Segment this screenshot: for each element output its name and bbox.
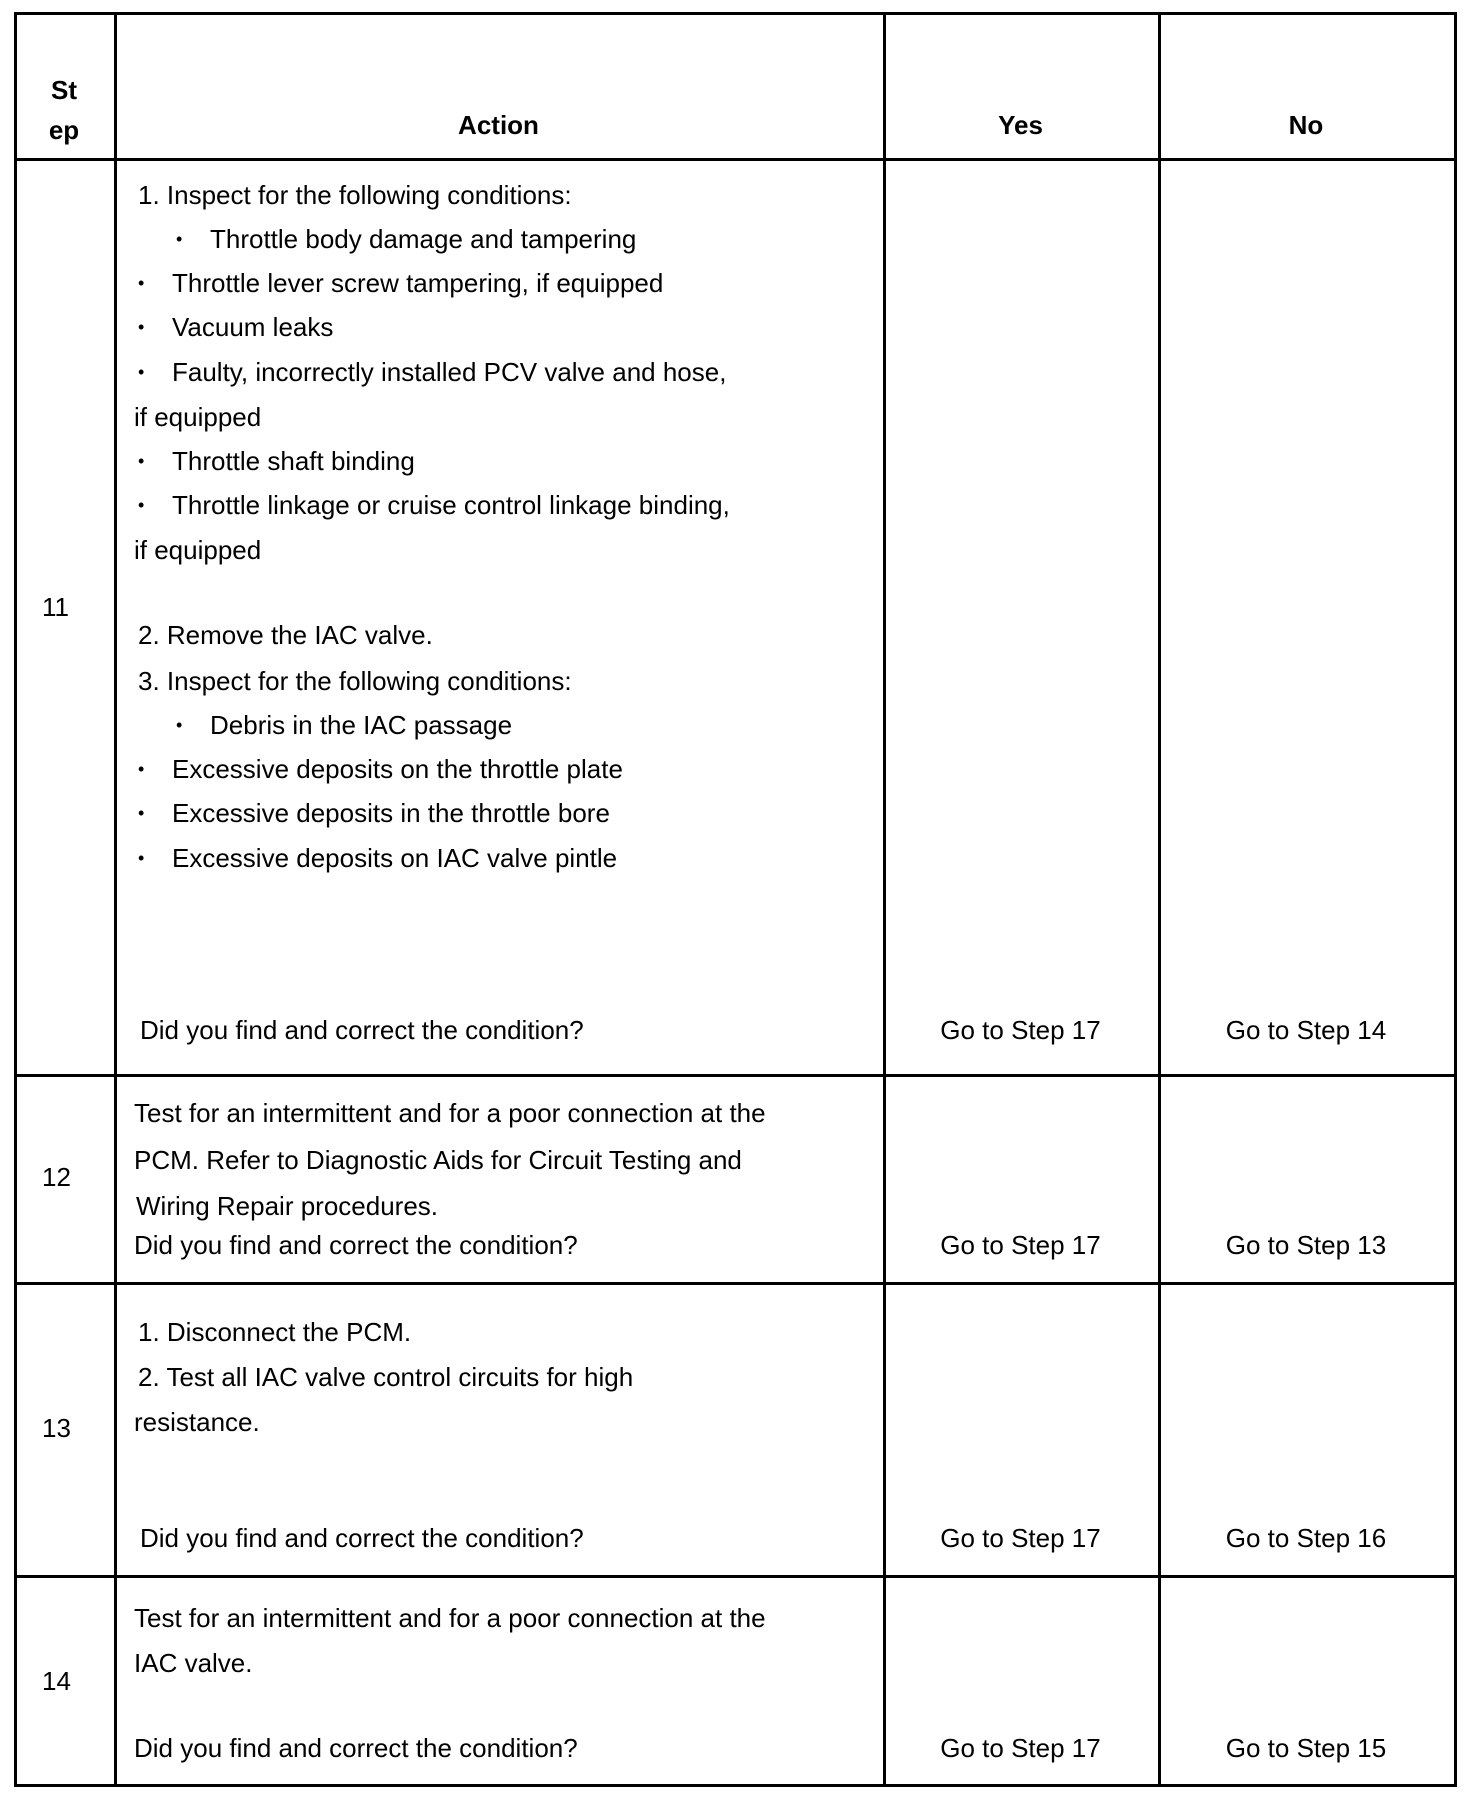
step-number: 12	[42, 1162, 71, 1192]
question-text: Did you find and correct the condition?	[134, 1733, 578, 1763]
action-line: if equipped	[134, 402, 262, 432]
diagnostic-table	[14, 12, 1457, 1787]
action-bullet: • Faulty, incorrectly installed PCV valve and hose,	[172, 357, 726, 387]
action-line: Wiring Repair procedures.	[136, 1191, 439, 1221]
step-number: 11	[42, 592, 69, 622]
action-line: IAC valve.	[134, 1648, 253, 1678]
action-bullet: • Throttle linkage or cruise control linkage binding,	[172, 490, 730, 520]
no-result: Go to Step 14	[1225, 1015, 1387, 1045]
col-divider-yes	[1158, 12, 1161, 1787]
action-line: if equipped	[134, 535, 262, 565]
header-step	[14, 70, 114, 150]
action-bullet: • Excessive deposits on the throttle plate	[172, 754, 623, 784]
action-bullet: • Vacuum leaks	[172, 312, 333, 342]
action-bullet: • Throttle shaft binding	[172, 446, 415, 476]
step-number: 14	[42, 1666, 71, 1696]
table-border-top	[14, 12, 1457, 15]
header-step-line2: ep	[48, 115, 80, 145]
action-line: Test for an intermittent and for a poor connection at the	[134, 1603, 766, 1633]
header-no: No	[1288, 110, 1324, 140]
action-line: Test for an intermittent and for a poor connection at the	[134, 1098, 766, 1128]
yes-result: Go to Step 17	[940, 1015, 1101, 1045]
action-line: 1. Disconnect the PCM.	[138, 1317, 412, 1347]
action-bullet: • Throttle body damage and tampering	[210, 224, 636, 254]
action-line: 2. Test all IAC valve control circuits for high	[138, 1362, 634, 1392]
action-bullet: • Debris in the IAC passage	[210, 710, 512, 740]
table-border-left	[14, 12, 17, 1787]
action-line: 2. Remove the IAC valve.	[138, 620, 433, 650]
action-bullet: • Excessive deposits on IAC valve pintle	[172, 843, 617, 873]
question-text: Did you find and correct the condition?	[140, 1523, 584, 1553]
action-line: PCM. Refer to Diagnostic Aids for Circuit Testing and	[134, 1145, 742, 1175]
question-text: Did you find and correct the condition?	[134, 1230, 578, 1260]
table-border-bottom	[14, 1784, 1457, 1787]
col-divider-action	[883, 12, 886, 1787]
action-line: 1. Inspect for the following conditions:	[138, 180, 572, 210]
no-result: Go to Step 16	[1225, 1523, 1387, 1553]
question-text: Did you find and correct the condition?	[140, 1015, 584, 1045]
action-bullet: • Excessive deposits in the throttle bore	[172, 798, 610, 828]
action-line: resistance.	[134, 1407, 260, 1437]
yes-result: Go to Step 17	[940, 1523, 1101, 1553]
header-yes: Yes	[998, 110, 1043, 140]
action-bullet: • Throttle lever screw tampering, if equipped	[172, 268, 663, 298]
col-divider-step	[114, 12, 117, 1787]
yes-result: Go to Step 17	[940, 1733, 1101, 1763]
yes-result: Go to Step 17	[940, 1230, 1101, 1260]
action-line: 3. Inspect for the following conditions:	[138, 666, 572, 696]
row-divider	[14, 1282, 1457, 1285]
header-action: Action	[458, 110, 539, 140]
row-divider	[14, 1575, 1457, 1578]
row-divider	[14, 1074, 1457, 1077]
no-result: Go to Step 13	[1225, 1230, 1387, 1260]
no-result: Go to Step 15	[1225, 1733, 1387, 1763]
table-border-right	[1454, 12, 1457, 1787]
step-number: 13	[42, 1413, 71, 1443]
header-divider	[14, 158, 1457, 161]
header-step-line1: St	[51, 75, 77, 105]
